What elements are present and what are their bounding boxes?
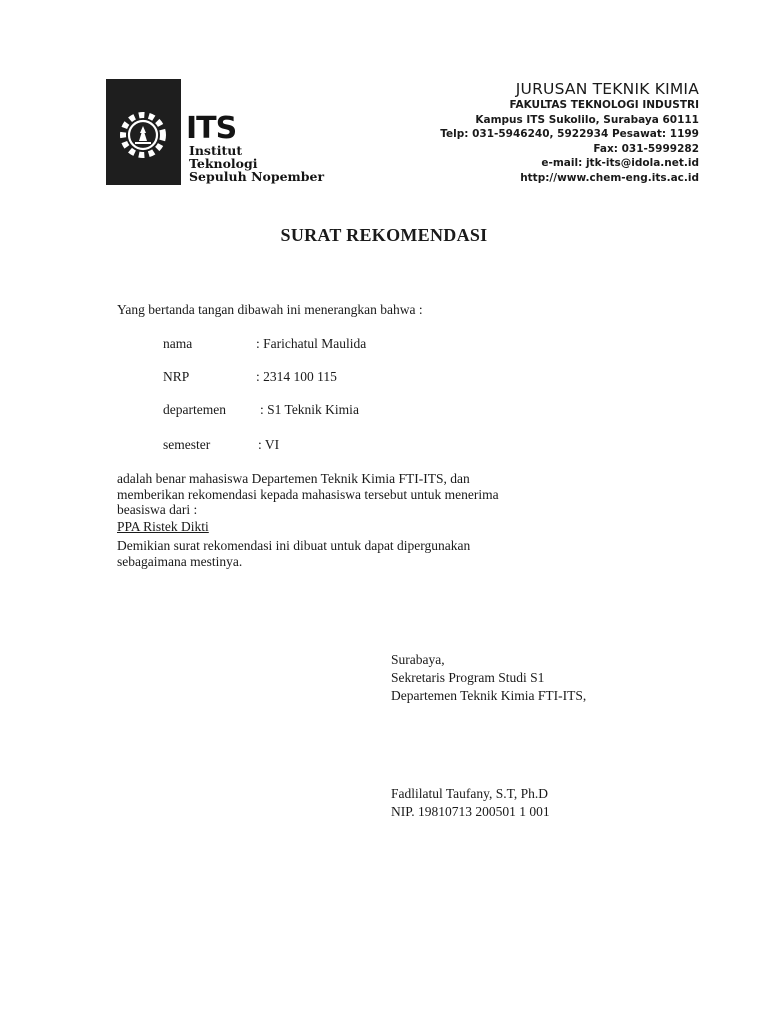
signature-position-line-1: Sekretaris Program Studi S1: [391, 670, 545, 685]
signature-place: Surabaya,: [391, 652, 445, 667]
website-line: http://www.chem-eng.its.ac.id: [520, 171, 699, 184]
signatory-nip: NIP. 19810713 200501 1 001: [391, 804, 550, 819]
institution-name-line-3: Sepuluh Nopember: [189, 169, 325, 184]
institution-name-line-1: Institut: [189, 143, 243, 158]
its-wordmark: ITS: [186, 111, 237, 146]
intro-text: Yang bertanda tangan dibawah ini menerangkan bahwa :: [117, 302, 423, 317]
field-label-nrp: NRP: [163, 369, 190, 384]
statement-line-1: adalah benar mahasiswa Departemen Teknik Kimia FTI-ITS, dan: [117, 471, 470, 486]
closing-line-1: Demikian surat rekomendasi ini dibuat untuk dapat dipergunakan: [117, 538, 471, 553]
email-line: e-mail: jtk-its@idola.net.id: [541, 157, 699, 170]
closing-line-2: sebagaimana mestinya.: [117, 554, 243, 569]
scholarship-name: PPA Ristek Dikti: [117, 519, 209, 534]
address-line: Kampus ITS Sukolilo, Surabaya 60111: [475, 113, 699, 126]
its-emblem-icon: [106, 79, 181, 185]
department-title: JURUSAN TEKNIK KIMIA: [515, 80, 699, 98]
signature-position-line-2: Departemen Teknik Kimia FTI-ITS,: [391, 688, 587, 703]
signatory-name: Fadlilatul Taufany, S.T, Ph.D: [391, 786, 549, 801]
field-value-nrp: : 2314 100 115: [256, 369, 337, 384]
statement-line-2: memberikan rekomendasi kepada mahasiswa tersebut untuk menerima: [117, 487, 499, 502]
field-value-department: : S1 Teknik Kimia: [260, 402, 359, 417]
field-label-department: departemen: [163, 402, 226, 417]
field-label-semester: semester: [163, 437, 211, 452]
phone-line: Telp: 031-5946240, 5922934 Pesawat: 1199: [440, 128, 699, 141]
field-label-name: nama: [163, 336, 193, 351]
department-letterhead: [440, 80, 699, 186]
field-value-name: : Farichatul Maulida: [256, 336, 367, 351]
field-value-semester: : VI: [258, 437, 280, 452]
statement-line-3: beasiswa dari :: [117, 502, 198, 517]
faculty-name: FAKULTAS TEKNOLOGI INDUSTRI: [509, 99, 699, 111]
institution-name-line-2: Teknologi: [189, 156, 258, 171]
document-title: SURAT REKOMENDASI: [280, 225, 488, 245]
fax-line: Fax: 031-5999282: [593, 142, 699, 155]
